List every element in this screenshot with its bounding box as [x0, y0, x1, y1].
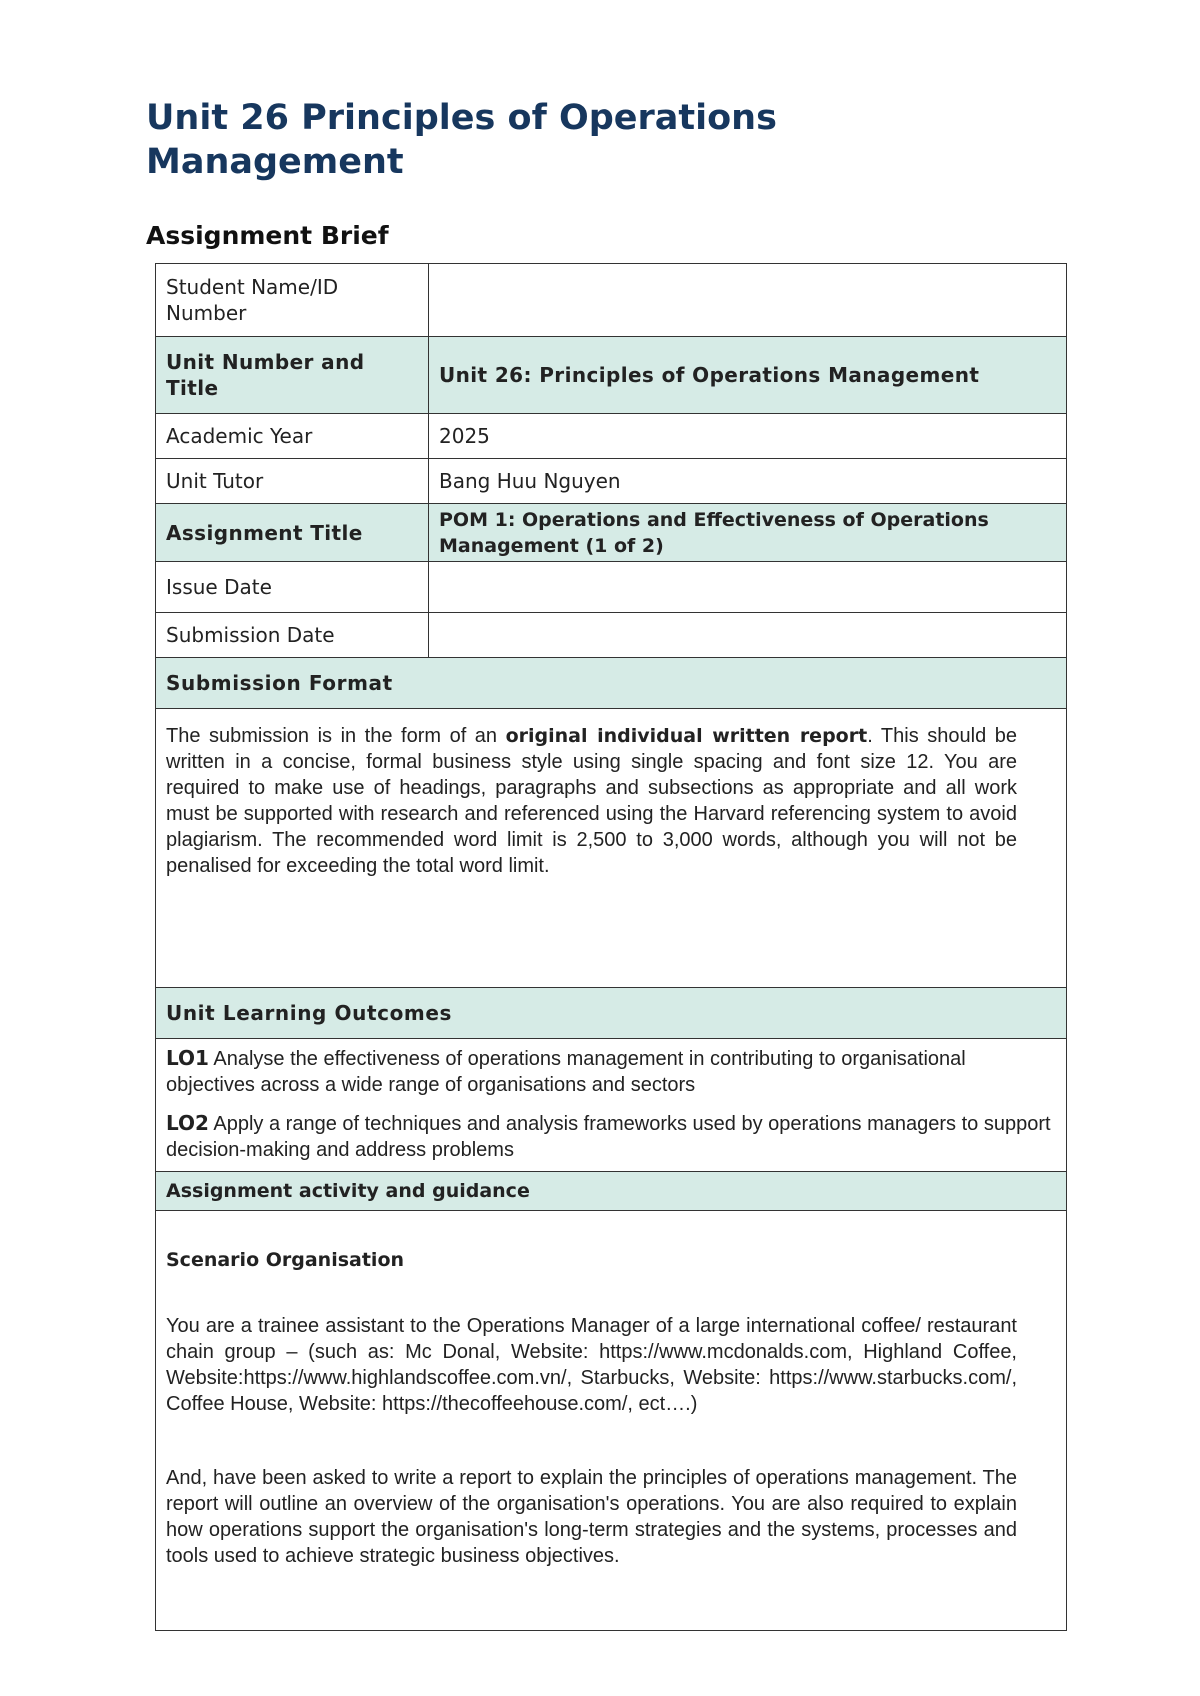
year-label: Academic Year: [156, 414, 429, 459]
year-value: 2025: [429, 414, 1067, 459]
emphasis-text: original individual written report: [505, 725, 868, 747]
scenario-paragraph: And, have been asked to write a report to explain the principles of operations management. The report will outline an overview of the organisation's operations. You are also required to explain how operations support the organisation's long-term strategies and the systems, processes and tools used to achieve strategic business objectives.: [166, 1467, 1017, 1567]
activity-cell: [156, 1211, 1067, 1631]
learning-outcomes-heading: Unit Learning Outcomes: [156, 988, 1067, 1039]
section-header: [156, 1172, 1067, 1211]
tutor-value: Bang Huu Nguyen: [429, 459, 1067, 504]
issue-date-label: Issue Date: [156, 562, 429, 613]
unit-label: Unit Number and Title: [156, 337, 429, 414]
learning-outcome-item: LO2 Apply a range of techniques and analysis frameworks used by operations managers to support decision-making and address problems: [166, 1111, 1051, 1161]
learning-outcome-item: LO1 Analyse the effectiveness of operations management in contributing to organisational objectives across a wide range of organisations and sectors: [166, 1046, 966, 1096]
table-row: [156, 562, 1067, 613]
document-title: Unit 26 Principles of Operations Management: [146, 98, 777, 182]
table-row: [156, 337, 1067, 414]
submission-date-value: [429, 613, 1067, 658]
issue-date-value: [429, 562, 1067, 613]
table-row: [156, 504, 1067, 562]
section-header: [156, 988, 1067, 1039]
table-row: [156, 709, 1067, 988]
table-row: [156, 613, 1067, 658]
tutor-label: Unit Tutor: [156, 459, 429, 504]
activity-heading: Assignment activity and guidance: [156, 1172, 1067, 1211]
assignment-title-value: POM 1: Operations and Effectiveness of Operations Management (1 of 2): [429, 504, 1067, 562]
submission-format-text: The submission is in the form of an original individual written report. This should be written in a concise, formal business style using single spacing and font size 12. You are required to make use of headings, paragraphs and subsections as appropriate and all work must be supported with research and referenced using the Harvard referencing system to avoid plagiarism. The recommended word limit is 2,500 to 3,000 words, although you will not be penalised for exceeding the total word limit.: [166, 725, 1017, 877]
table-row: [156, 264, 1067, 337]
table-row: [156, 1211, 1067, 1631]
submission-format-cell: [156, 709, 1067, 988]
assignment-title-label: Assignment Title: [156, 504, 429, 562]
assignment-brief-table: [155, 263, 1067, 1631]
learning-outcomes-cell: [156, 1039, 1067, 1172]
section-header: [156, 658, 1067, 709]
unit-value: Unit 26: Principles of Operations Management: [429, 337, 1067, 414]
table-row: [156, 414, 1067, 459]
table-row: [156, 459, 1067, 504]
student-label: Student Name/ID Number: [156, 264, 429, 337]
scenario-heading: Scenario Organisation: [166, 1249, 405, 1271]
scenario-paragraph: You are a trainee assistant to the Operations Manager of a large international coffee/ restaurant chain group – (such as: Mc Donal, Website: https://www.mcdonalds.com, Highland Coffee, Website:https://www.highlandscoffee.com.vn/, Starbucks, Website: https://www.starbucks.com/, Coffee House, Website: https://thecoffeehouse.com/, ect….): [166, 1315, 1017, 1415]
document-subtitle: Assignment Brief: [146, 221, 389, 250]
submission-date-label: Submission Date: [156, 613, 429, 658]
student-value: [429, 264, 1067, 337]
table-row: [156, 1039, 1067, 1172]
submission-format-heading: Submission Format: [156, 658, 1067, 709]
